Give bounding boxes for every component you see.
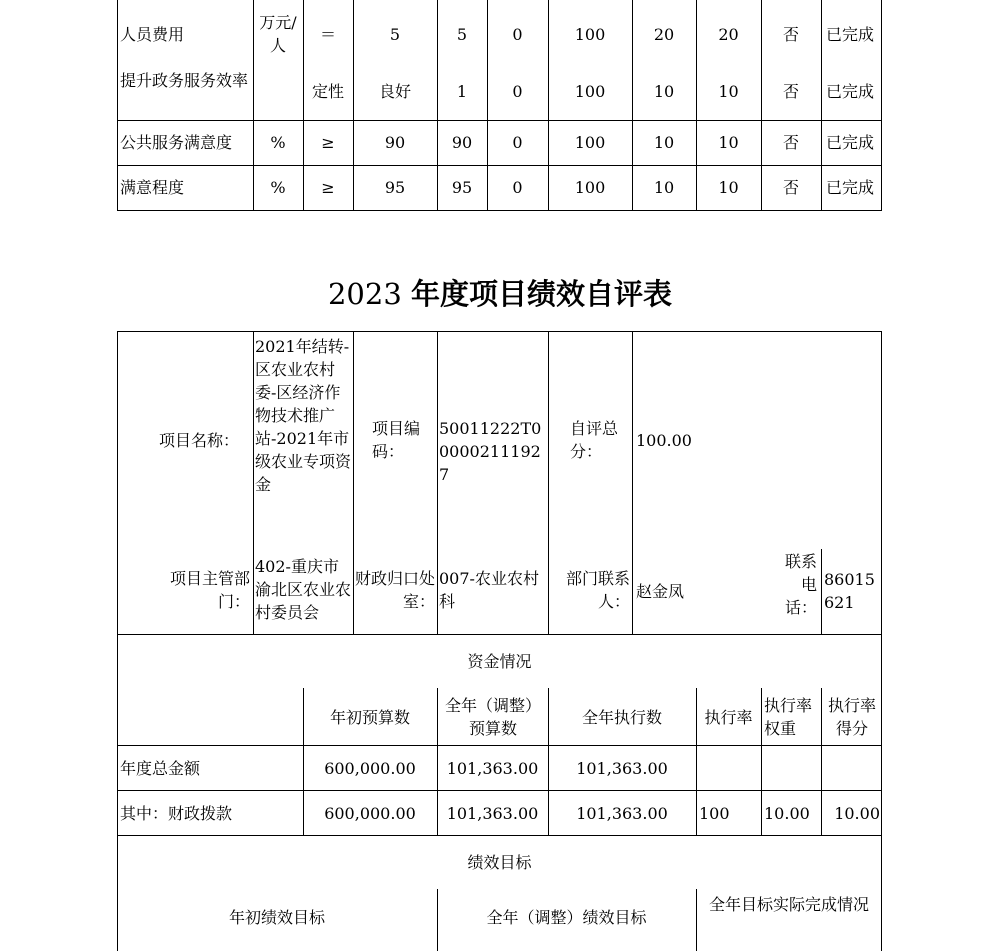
goals-initial-header: 年初绩效目标: [228, 908, 325, 927]
funds-adjusted-cell: 101,363.00: [446, 804, 539, 823]
actual-cell: 90: [451, 133, 473, 152]
funds-header-rate: 执行率: [704, 708, 753, 727]
phone-label: 联系电话：: [784, 552, 817, 617]
table-border: [117, 165, 882, 166]
deviation-cell: 0: [512, 25, 523, 44]
table-border: [117, 210, 882, 211]
table-border: [821, 549, 822, 634]
funds-adjusted-cell: 101,363.00: [446, 759, 539, 778]
deviation-cell: 0: [512, 82, 523, 101]
funds-executed-cell: 101,363.00: [576, 804, 668, 823]
rate-cell: 100: [574, 82, 606, 101]
table-border: [881, 0, 882, 211]
target-cell: 良好: [378, 82, 411, 101]
table-border: [632, 331, 633, 634]
unit-cell: %: [270, 178, 286, 197]
funds-row-label: 年度总金额: [120, 759, 201, 778]
unit-cell: 万元/人: [259, 13, 297, 55]
funds-rate-cell: 100: [699, 804, 730, 823]
phone-value: 86015621: [824, 570, 875, 612]
funds-header-initial: 年初预算数: [329, 708, 410, 727]
target-cell: 95: [384, 178, 406, 197]
project-code-label: 项目编码：: [372, 419, 421, 461]
table-border: [117, 790, 882, 791]
table-border: [117, 120, 882, 121]
table-border: [117, 331, 882, 332]
status-cell: 已完成: [826, 133, 875, 152]
self-score-value: 100.00: [636, 431, 692, 450]
table-border: [437, 331, 438, 634]
flag-cell: 否: [782, 25, 799, 44]
dept-label: 项目主管部门：: [169, 569, 250, 611]
weight-cell: 10: [653, 133, 675, 152]
weight-cell: 10: [653, 82, 675, 101]
contact-value: 赵金凤: [636, 582, 685, 601]
actual-cell: 95: [451, 178, 473, 197]
deviation-cell: 0: [512, 178, 523, 197]
indicator-cell: 提升政务服务效率: [120, 71, 249, 90]
table-border: [821, 0, 822, 211]
funds-initial-cell: 600,000.00: [324, 759, 416, 778]
goals-actual-header: 全年目标实际完成情况: [708, 895, 869, 914]
funds-weight-cell: 10.00: [764, 804, 810, 823]
score-cell: 20: [718, 25, 739, 44]
operator-cell: ＝: [319, 25, 336, 44]
page-title: [0, 276, 1000, 312]
operator-cell: ≥: [321, 133, 335, 152]
funds-score-cell: 10.00: [834, 804, 880, 823]
status-cell: 已完成: [826, 82, 875, 101]
deviation-cell: 0: [512, 133, 523, 152]
funds-header-executed: 全年执行数: [581, 708, 662, 727]
table-border: [253, 331, 254, 634]
funds-header-score: 执行率得分: [827, 696, 876, 738]
status-cell: 已完成: [826, 178, 875, 197]
goals-section-title: 绩效目标: [467, 853, 532, 872]
table-border: [761, 688, 762, 835]
operator-cell: 定性: [311, 82, 344, 101]
funds-header-weight: 执行率权重: [764, 696, 813, 738]
title-year: 2023: [327, 277, 402, 311]
score-cell: 10: [718, 178, 739, 197]
finance-value: 007-农业农村科: [439, 569, 539, 611]
project-name-label: 项目名称：: [158, 431, 239, 450]
contact-label: 部门联系人：: [565, 569, 630, 611]
status-cell: 已完成: [826, 25, 875, 44]
dept-value: 402-重庆市渝北区农业农村委员会: [255, 557, 352, 622]
score-cell: 10: [718, 82, 739, 101]
score-cell: 10: [718, 133, 739, 152]
goals-adjusted-header: 全年（调整）绩效目标: [486, 908, 647, 927]
table-border: [548, 331, 549, 634]
table-border: [353, 331, 354, 634]
actual-cell: 5: [456, 25, 468, 44]
rate-cell: 100: [574, 133, 606, 152]
flag-cell: 否: [782, 178, 799, 197]
flag-cell: 否: [782, 133, 799, 152]
table-border: [117, 0, 118, 211]
table-border: [696, 889, 697, 951]
rate-cell: 100: [574, 178, 606, 197]
target-cell: 90: [384, 133, 406, 152]
project-name-value: 2021年结转-区农业农村委-区经济作物技术推广站-2021年市级农业专项资金: [255, 337, 352, 494]
project-code-value: 50011222T000002111927: [439, 419, 542, 484]
indicator-cell: 人员费用: [120, 25, 185, 44]
indicator-cell: 满意程度: [120, 178, 185, 197]
funds-initial-cell: 600,000.00: [324, 804, 416, 823]
funds-row-label: 其中：财政拨款: [120, 804, 233, 823]
rate-cell: 100: [574, 25, 606, 44]
weight-cell: 10: [653, 178, 675, 197]
unit-cell: %: [270, 133, 286, 152]
funds-section-title: 资金情况: [467, 652, 532, 671]
title-text: 年度项目绩效自评表: [411, 277, 673, 311]
target-cell: 5: [389, 25, 401, 44]
table-border: [117, 634, 882, 635]
actual-cell: 1: [456, 82, 468, 101]
indicator-cell: 公共服务满意度: [120, 133, 233, 152]
operator-cell: ≥: [321, 178, 335, 197]
finance-label: 财政归口处室：: [355, 569, 436, 611]
table-border: [117, 835, 882, 836]
funds-executed-cell: 101,363.00: [576, 759, 668, 778]
funds-header-adjusted: 全年（调整）预算数: [444, 696, 541, 738]
self-score-label: 自评总分：: [570, 419, 619, 461]
weight-cell: 20: [653, 25, 675, 44]
flag-cell: 否: [782, 82, 799, 101]
table-border: [117, 745, 882, 746]
